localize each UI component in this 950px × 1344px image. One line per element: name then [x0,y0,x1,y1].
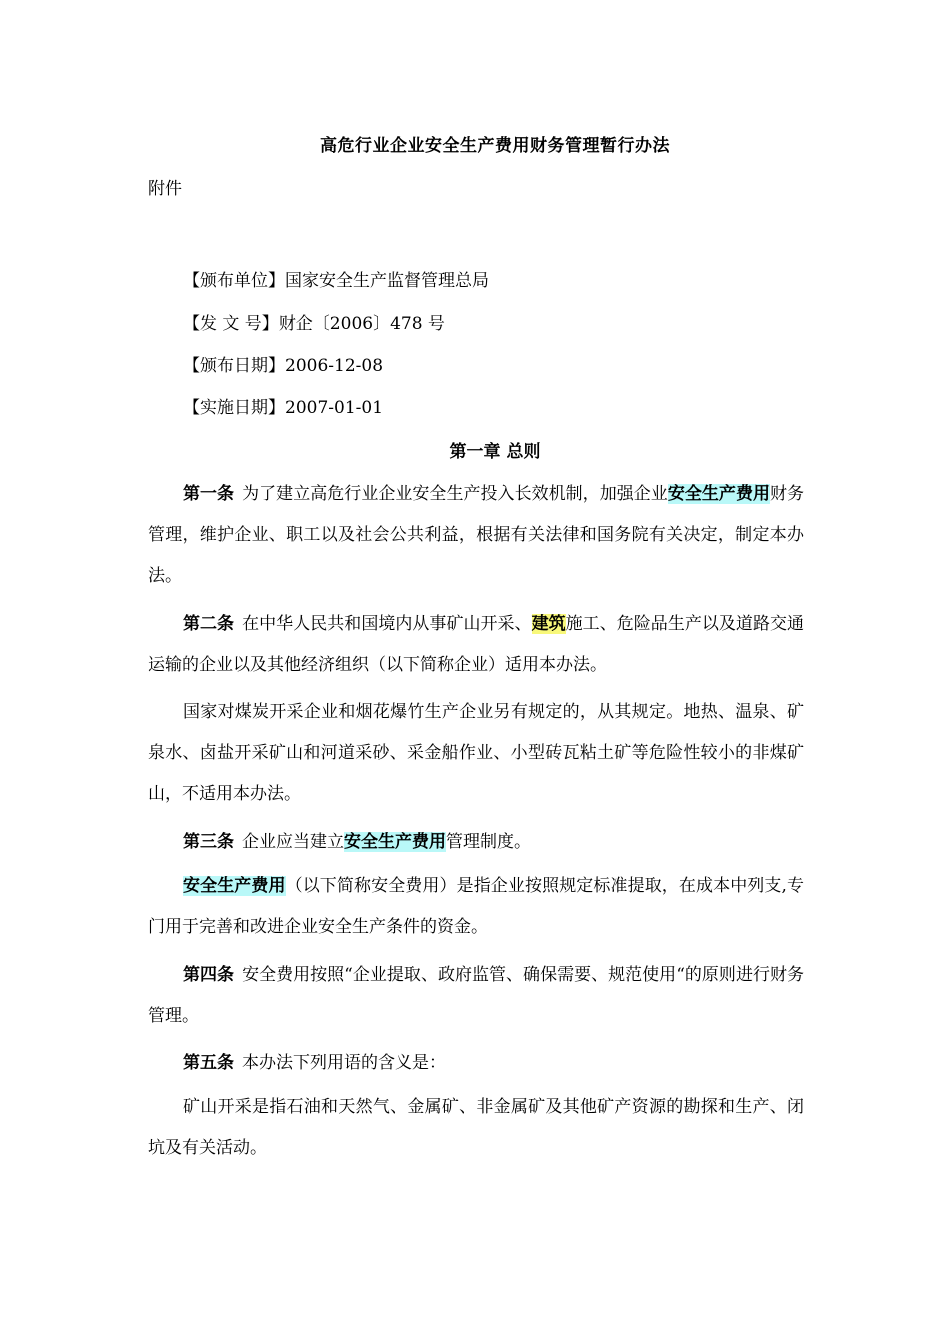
article-2-paragraph-2: 国家对煤炭开采企业和烟花爆竹生产企业另有规定的，从其规定。地热、温泉、矿泉水、卤盐开采矿山和河道采砂、采金船作业、小型砖瓦粘土矿等危险性较小的非煤矿山，不适用本办法。 [148,702,804,804]
article-3-text-cont: 管理制度。 [446,832,531,852]
meta-issue-date-label: 【颁布日期】 [183,356,285,376]
article-5-paragraph-2: 矿山开采是指石油和天然气、金属矿、非金属矿及其他矿产资源的勘探和生产、闭坑及有关活动。 [148,1097,804,1158]
highlight-term: 建筑 [531,614,566,634]
article-2-text: 在中华人民共和国境内从事矿山开采、 [242,614,532,634]
attachment-label: 附件 [148,179,182,199]
meta-issuer-label: 【颁布单位】 [183,271,285,291]
article-3-paragraph-2 [148,866,804,948]
meta-doc-number-value: 财企〔2006〕478 号 [278,314,445,334]
meta-doc-number [183,309,445,334]
meta-doc-number-label: 【发 文 号】 [183,314,279,334]
highlight-term: 安全生产费用 [667,484,770,504]
meta-effective-date [183,393,383,418]
meta-effective-date-label: 【实施日期】 [183,398,285,418]
article-4 [148,955,804,1037]
highlight-term: 安全生产费用 [344,832,446,852]
chapter-title: 第一章 总则 [449,442,541,462]
article-5-text: 本办法下列用语的含义是： [242,1053,446,1073]
meta-effective-date-value: 2007-01-01 [285,398,384,418]
article-5 [148,1043,804,1084]
article-1-text-cont: 财务管理，维护企业、职工以及社会公共利益，根据有关法律和国务院有关决定，制定本办法。 [148,484,805,586]
highlight-term: 安全生产费用 [183,876,286,896]
article-2 [148,604,804,686]
article-2-heading: 第二条 [183,614,235,634]
article-3-paragraph-2-text: （以下简称安全费用）是指企业按照规定标准提取，在成本中列支,专门用于完善和改进企业安全生产条件的资金。 [148,876,805,937]
article-1-heading: 第一条 [183,484,235,504]
article-2-text-cont: 施工、危险品生产以及道路交通运输的企业以及其他经济组织（以下简称企业）适用本办法。 [148,614,805,675]
article-4-text: 安全费用按照“企业提取、政府监管、确保需要、规范使用“的原则进行财务管理。 [148,965,805,1026]
article-1 [148,474,804,597]
article-1-text: 为了建立高危行业企业安全生产投入长效机制，加强企业 [242,484,668,504]
article-3-text: 企业应当建立 [242,832,344,852]
meta-issuer [183,266,489,291]
article-5-heading: 第五条 [183,1053,234,1073]
article-3-heading: 第三条 [183,832,234,852]
meta-issue-date [183,351,383,376]
document-title: 高危行业企业安全生产费用财务管理暂行办法 [320,136,670,156]
article-3 [148,822,804,863]
article-4-heading: 第四条 [183,965,235,985]
meta-issuer-value: 国家安全生产监督管理总局 [285,271,489,291]
meta-issue-date-value: 2006-12-08 [285,356,384,376]
